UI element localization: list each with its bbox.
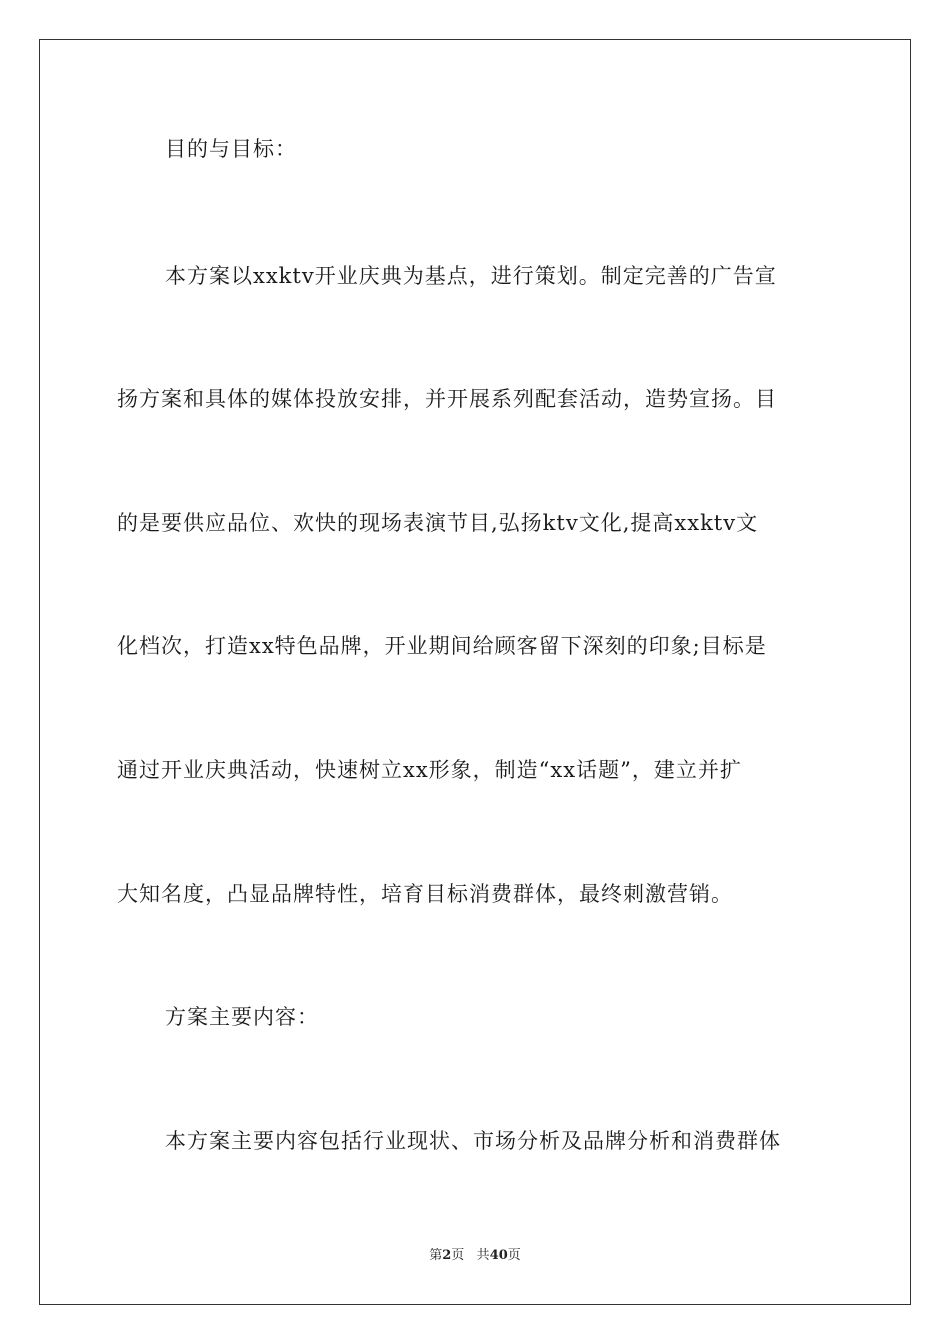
footer-total-suffix: 页 [507, 1248, 521, 1263]
paragraph-line-6: 大知名度，凸显品牌特性，培育目标消费群体，最终刺激营销。 [117, 882, 733, 906]
footer-total-pages: 40 [489, 1248, 508, 1263]
footer-page-number: 2 [442, 1248, 452, 1263]
footer-page-suffix: 页 [451, 1248, 465, 1263]
page-footer [0, 1248, 950, 1264]
paragraph-line-1: 本方案以xxktv开业庆典为基点，进行策划。制定完善的广告宣 [165, 264, 777, 288]
heading-main-content: 方案主要内容： [165, 1005, 319, 1029]
paragraph-line-4: 化档次，打造xx特色品牌，开业期间给顾客留下深刻的印象;目标是 [117, 634, 767, 658]
paragraph-line-7: 本方案主要内容包括行业现状、市场分析及品牌分析和消费群体 [165, 1129, 781, 1153]
footer-page-prefix: 第 [429, 1248, 443, 1263]
heading-purpose: 目的与目标： [165, 137, 297, 161]
footer-total-prefix: 共 [476, 1248, 490, 1263]
page-frame [39, 39, 911, 1305]
paragraph-line-3: 的是要供应品位、欢快的现场表演节目,弘扬ktv文化,提高xxktv文 [117, 511, 759, 535]
paragraph-line-2: 扬方案和具体的媒体投放安排，并开展系列配套活动，造势宣扬。目 [117, 387, 777, 411]
paragraph-line-5: 通过开业庆典活动，快速树立xx形象，制造“xx话题”，建立并扩 [117, 758, 742, 782]
